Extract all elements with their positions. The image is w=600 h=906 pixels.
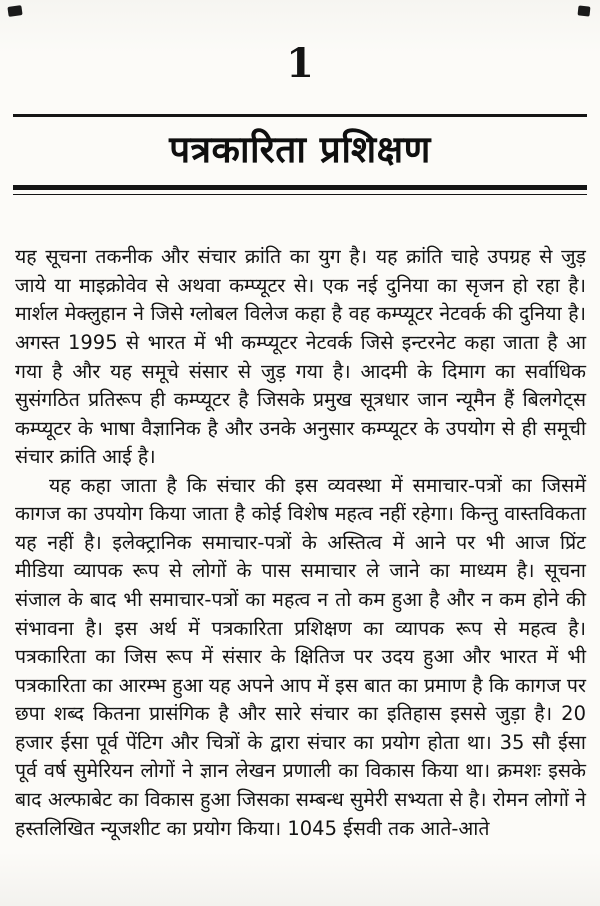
title-block	[13, 114, 587, 195]
body-text	[0, 243, 600, 843]
title-rule-bottom-thick	[13, 185, 587, 190]
paragraph-1: यह सूचना तकनीक और संचार क्रांति का युग है। यह क्रांति चाहे उपग्रह से जुड़ जाये या माइक्रोवेव से अथवा कम्प्यूटर से। एक नई दुनिया का सृजन हो रहा है। मार्शल मेक्लुहान ने जिसे ग्लोबल विलेज कहा है वह कम्प्यूटर नेटवर्क की दुनिया है। अगस्त 1995 से भारत में भी कम्प्यूटर नेटवर्क जिसे इन्टरनेट कहा जाता है आ गया है और यह समूचे संसार से जुड़ गया है। आदमी के दिमाग का सर्वाधिक सुसंगठित प्रतिरूप ही कम्प्यूटर है जिसके प्रमुख सूत्रधार जान न्यूमैन हैं बिलगेट्स कम्प्यूटर के भाषा वैज्ञानिक है और उनके अनुसार कम्प्यूटर के उपयोग से ही समूची संचार क्रांति आई है।	[15, 245, 586, 469]
paragraph-2: यह कहा जाता है कि संचार की इस व्यवस्था में समाचार-पत्रों का जिसमें कागज का उपयोग किया जाता है कोई विशेष महत्व नहीं रहेगा। किन्तु वास्तविकता यह नहीं है। इलेक्ट्रानिक समाचार-पत्रों के अस्तित्व में आने पर भी आज प्रिंट मीडिया व्यापक रूप से लोगों के पास समाचार ले जाने का माध्यम है। सूचना संजाल के बाद भी समाचार-पत्रों का महत्व न तो कम हुआ है और न कम होने की संभावना है। इस अर्थ में पत्रकारिता प्रशिक्षण का व्यापक रूप से महत्व है। पत्रकारिता का जिस रूप में संसार के क्षितिज पर उदय हुआ और भारत में भी पत्रकारिता का आरम्भ हुआ यह अपने आप में इस बात का प्रमाण है कि कागज पर छपा शब्द कितना प्रासंगिक है और सारे संचार का इतिहास इससे जुड़ा है। 20 हजार ईसा पूर्व पेंटिग और चित्रों के द्वारा संचार का प्रयोग होता था। 35 सौ ईसा पूर्व वर्ष सुमेरियन लोगों ने ज्ञान लेखन प्रणाली का विकास किया था। क्रमशः इसके बाद अल्फाबेट का विकास हुआ जिसका सम्बन्ध सुमेरी सभ्यता से है। रोमन लोगों ने हस्तलिखित न्यूजशीट का प्रयोग किया। 1045 ईसवी तक आते-आते	[15, 473, 586, 840]
chapter-number: 1	[286, 40, 314, 87]
scan-artifact-top-right	[578, 5, 591, 16]
scan-artifact-top-left	[7, 5, 22, 17]
title-rule-bottom-thin	[13, 194, 587, 195]
title-rule-top	[13, 114, 587, 117]
chapter-title: पत्रकारिता प्रशिक्षण	[169, 128, 431, 171]
